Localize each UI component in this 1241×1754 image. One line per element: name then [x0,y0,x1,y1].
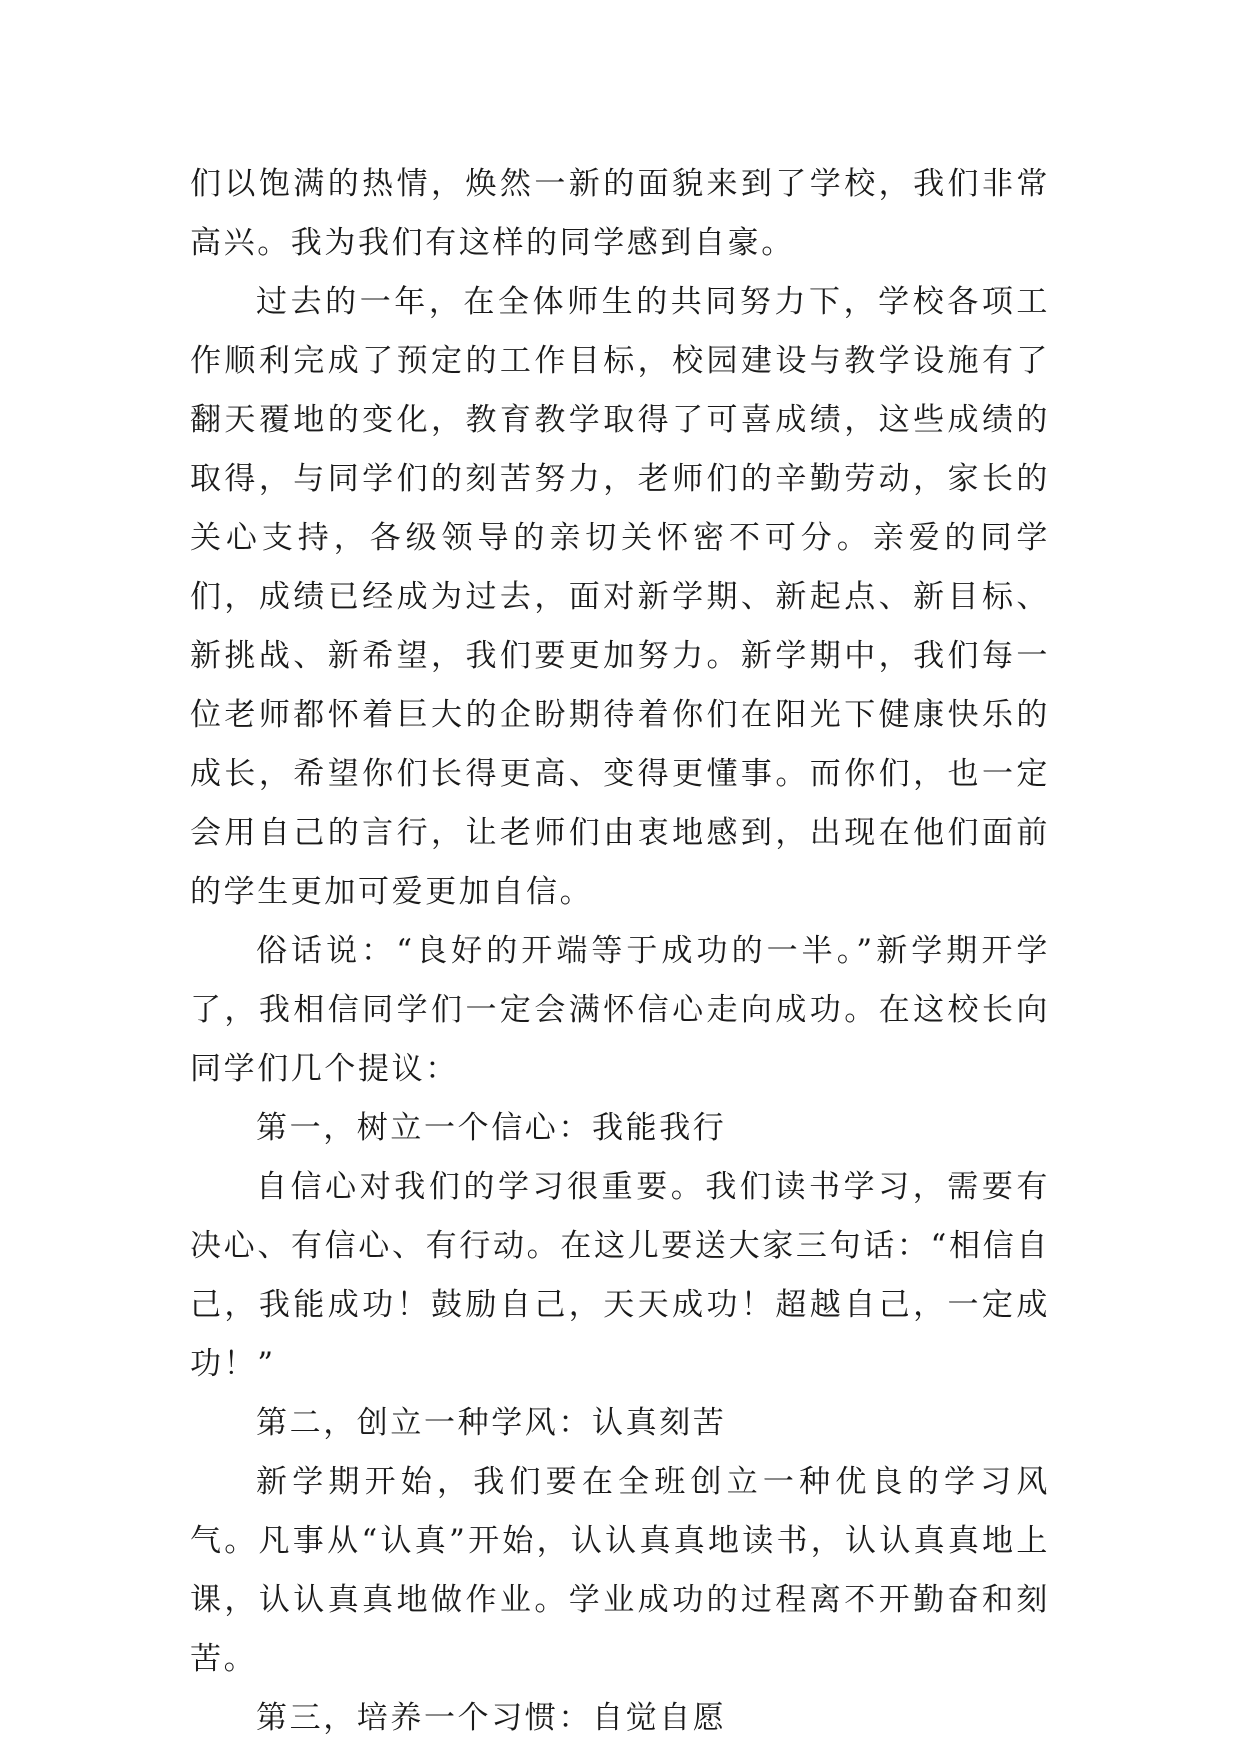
document-body [190,155,1050,1748]
paragraph-4: 自信心对我们的学习很重要。我们读书学习，需要有决心、有信心、有行动。在这儿要送大家三句话：“相信自己，我能成功！鼓励自己，天天成功！超越自己，一定成功！” [190,1169,1050,1382]
heading-point-3: 第三，培养一个习惯：自觉自愿 [256,1700,727,1736]
heading-point-1: 第一，树立一个信心：我能我行 [256,1110,727,1146]
paragraph-5: 新学期开始，我们要在全班创立一种优良的学习风气。凡事从“认真”开始，认认真真地读书，认认真真地上课，认认真真地做作业。学业成功的过程离不开勤奋和刻苦。 [190,1464,1050,1677]
heading-point-2: 第二，创立一种学风：认真刻苦 [256,1405,727,1441]
paragraph-1: 们以饱满的热情，焕然一新的面貌来到了学校，我们非常高兴。我为我们有这样的同学感到自豪。 [190,166,1050,261]
paragraph-3: 俗话说：“良好的开端等于成功的一半。”新学期开学了，我相信同学们一定会满怀信心走向成功。在这校长向同学们几个提议： [190,933,1050,1087]
paragraph-2: 过去的一年，在全体师生的共同努力下，学校各项工作顺利完成了预定的工作目标，校园建设与教学设施有了翻天覆地的变化，教育教学取得了可喜成绩，这些成绩的取得，与同学们的刻苦努力，老师们的辛勤劳动，家长的关心支持，各级领导的亲切关怀密不可分。亲爱的同学们，成绩已经成为过去，面对新学期、新起点、新目标、新挑战、新希望，我们要更加努力。新学期中，我们每一位老师都怀着巨大的企盼期待着你们在阳光下健康快乐的成长，希望你们长得更高、变得更懂事。而你们，也一定会用自己的言行，让老师们由衷地感到，出现在他们面前的学生更加可爱更加自信。 [190,284,1050,910]
